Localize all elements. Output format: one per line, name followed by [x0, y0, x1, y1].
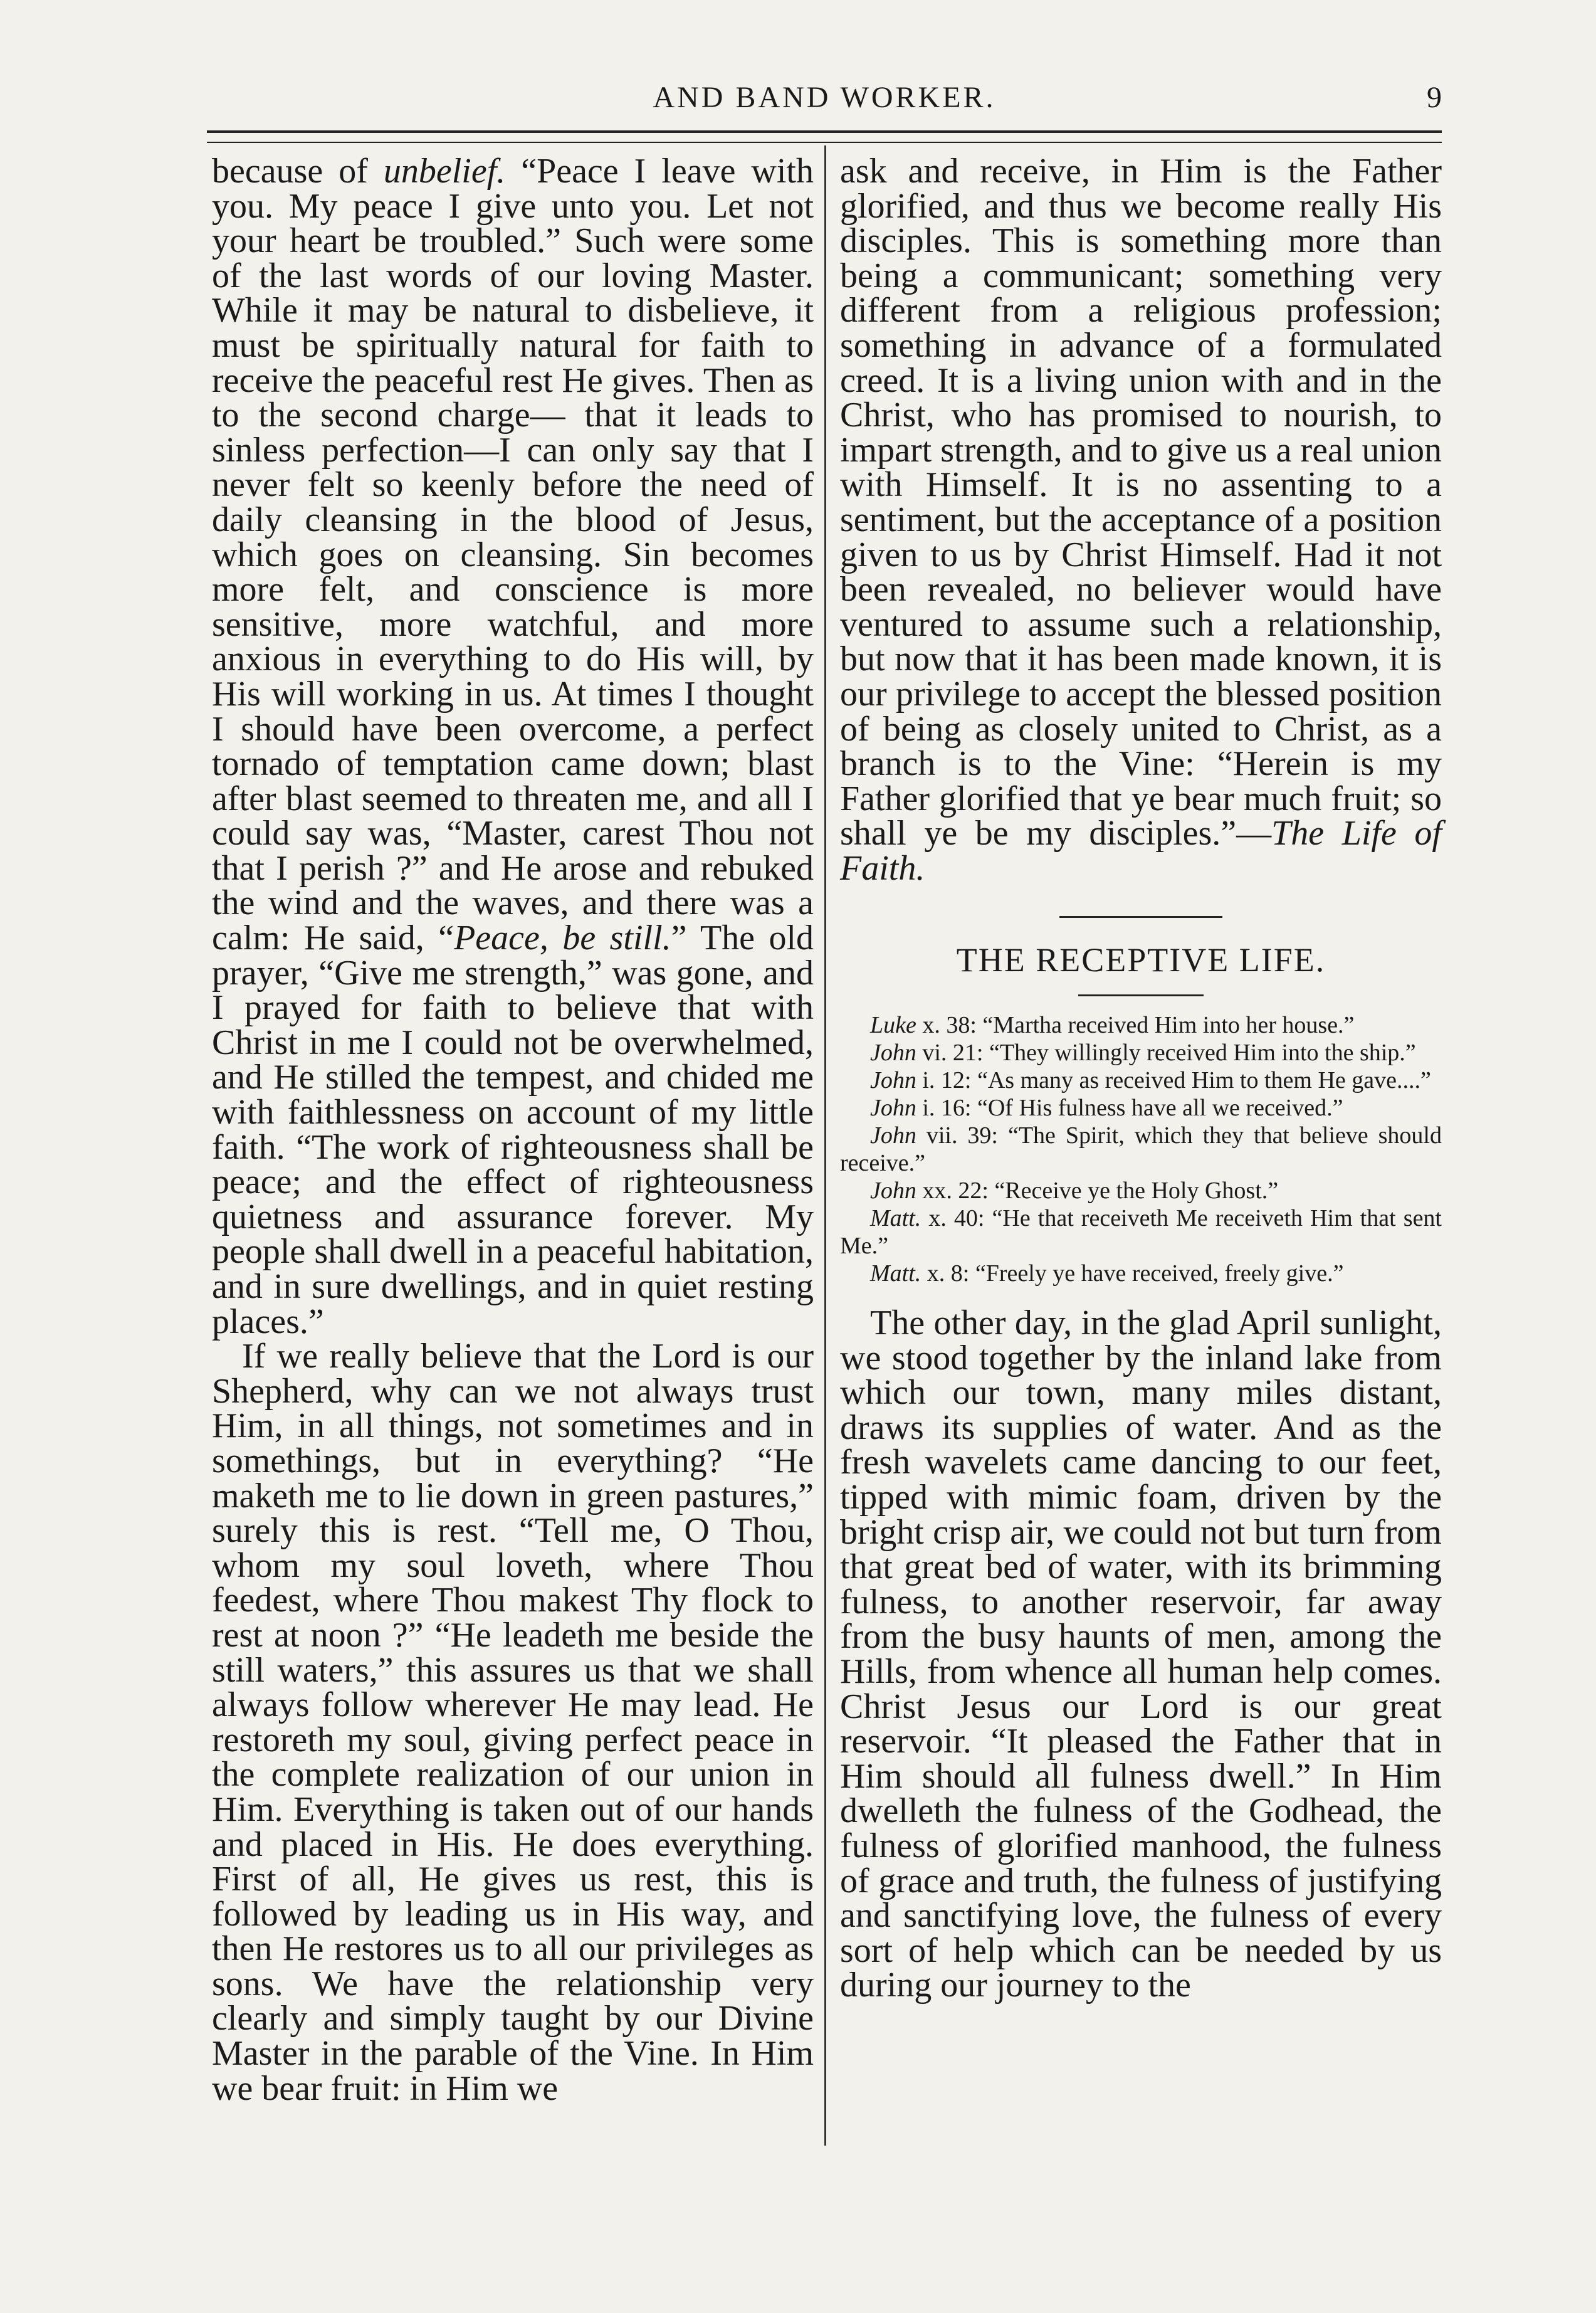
ref-book: John: [870, 1067, 916, 1094]
text-run: because of: [212, 152, 384, 191]
ref-text: vii. 39: “The Spirit, which they that believe should receive.”: [840, 1122, 1442, 1177]
scripture-reference: [840, 1260, 1442, 1287]
left-column: [212, 154, 814, 2106]
running-title: AND BAND WORKER.: [653, 81, 996, 114]
page-number: 9: [1427, 81, 1442, 114]
right-column: [840, 154, 1442, 2003]
text-run: ” The old prayer, “Give me strength,” was gone, and I prayed for faith to believe that with Christ in me I could not be overwhelmed, and He stilled the tempest, and chided me with faithlessness on account of my little faith. “The work of righteousness shall be peace; and the effect of righteousness quietness and assurance forever. My people shall dwell in a peaceful habitation, and in sure dwellings, and in quiet resting places.”: [212, 919, 814, 1341]
ref-book: John: [870, 1122, 916, 1149]
scripture-reference: [840, 1011, 1442, 1039]
italic-citation: The Life of Faith.: [840, 814, 1442, 888]
text-run: “Peace I leave with you. My peace I give unto you. Let not your heart be troubled.” Such were some of the last words of our loving Master. While it may be natural to disbelieve, it must be spiritually natural for faith to receive the peaceful rest He gives. Then as to the second charge— that it leads to sinless perfection—I can only say that I never felt so keenly before the need of daily cleansing in the blood of Jesus, which goes on cleansing. Sin becomes more felt, and conscience is more sensitive, more watchful, and more anxious in everything to do His will, by His will working in us. At times I thought I should have been overcome, a perfect tornado of temptation came down; blast after blast seemed to threaten me, and all I could say was, “Master, carest Thou not that I perish ?” and He arose and rebuked the wind and the waves, and there was a calm: He said, “: [212, 152, 814, 958]
scripture-references: [840, 1011, 1442, 1287]
ref-book: Luke: [870, 1012, 916, 1039]
ref-text: xx. 22: “Receive ye the Holy Ghost.”: [916, 1178, 1279, 1204]
scripture-reference: [840, 1122, 1442, 1177]
ref-text: x. 8: “Freely ye have received, freely give.”: [921, 1260, 1344, 1287]
scripture-reference: [840, 1039, 1442, 1067]
italic-run: Peace, be still.: [454, 919, 671, 958]
ref-text: x. 38: “Martha received Him into her house.”: [916, 1012, 1355, 1039]
ref-book: John: [870, 1178, 916, 1204]
text-run: ask and receive, in Him is the Father glorified, and thus we become really His disciples. This is something more than being a communicant; something very different from a religious profession; something in advance of a formulated creed. It is a living union with and in the Christ, who has promised to nourish, to impart strength, and to give us a real union with Himself. It is no assenting to a sentiment, but the acceptance of a position given to us by Christ Himself. Had it not been revealed, no believer would have ventured to assume such a relationship, but now that it has been made known, it is our privilege to accept the blessed position of being as closely united to Christ, as a branch is to the Vine: “Herein is my Father glorified that ye bear much fruit; so shall ye be my disciples.”—: [840, 152, 1442, 853]
section-divider: [1059, 916, 1222, 918]
scripture-reference: [840, 1204, 1442, 1260]
ref-text: x. 40: “He that receiveth Me receiveth Him that sent Me.”: [840, 1205, 1442, 1260]
ref-text: i. 16: “Of His fulness have all we received.”: [916, 1095, 1343, 1122]
header-double-rule: [207, 130, 1442, 143]
left-paragraph-1: [212, 154, 814, 1339]
ref-book: John: [870, 1095, 916, 1122]
italic-run: unbelief.: [383, 152, 506, 191]
scripture-reference: [840, 1177, 1442, 1204]
ref-text: vi. 21: “They willingly received Him into the ship.”: [916, 1040, 1416, 1067]
ref-book: John: [870, 1040, 916, 1067]
right-paragraph-1: [840, 154, 1442, 886]
right-paragraph-2: The other day, in the glad April sunlight, we stood together by the inland lake from which our town, many miles distant, draws its supplies of water. And as the fresh wavelets came dancing to our feet, tipped with mimic foam, driven by the bright crisp air, we could not but turn from that great bed of water, with its brimming fulness, to another reservoir, far away from the busy haunts of men, among the Hills, from whence all human help comes. Christ Jesus our Lord is our great reservoir. “It pleased the Father that in Him should all fulness dwell.” In Him dwelleth the fulness of the Godhead, the fulness of glorified manhood, the fulness of grace and truth, the fulness of justifying and sanctifying love, the fulness of every sort of help which can be needed by us during our journey to the: [840, 1304, 1442, 2005]
title-underline: [1078, 994, 1204, 996]
page-header: [207, 80, 1442, 118]
left-paragraph-2: If we really believe that the Lord is our Shepherd, why can we not always trust Him, in all things, not sometimes and in somethings, but in everything? “He maketh me to lie down in green pastures,” surely this is rest. “Tell me, O Thou, whom my soul loveth, where Thou feedest, where Thou makest Thy flock to rest at noon ?” “He leadeth me beside the still waters,” this assures us that we shall always follow wherever He may lead. He restoreth my soul, giving perfect peace in the complete realization of our union in Him. Everything is taken out of our hands and placed in His. He does everything. First of all, He gives us rest, this is followed by leading us in His way, and then He restores us to all our privileges as sons. We have the relationship very clearly and simply taught by our Divine Master in the parable of the Vine. In Him we bear fruit: in Him we: [212, 1337, 814, 2108]
scripture-reference: [840, 1067, 1442, 1094]
ref-text: i. 12: “As many as received Him to them He gave....”: [916, 1067, 1431, 1094]
ref-book: Matt.: [870, 1205, 921, 1232]
column-separator: [824, 145, 826, 2146]
section-title: THE RECEPTIVE LIFE.: [956, 941, 1326, 979]
scripture-reference: [840, 1094, 1442, 1122]
ref-book: Matt.: [870, 1260, 921, 1287]
